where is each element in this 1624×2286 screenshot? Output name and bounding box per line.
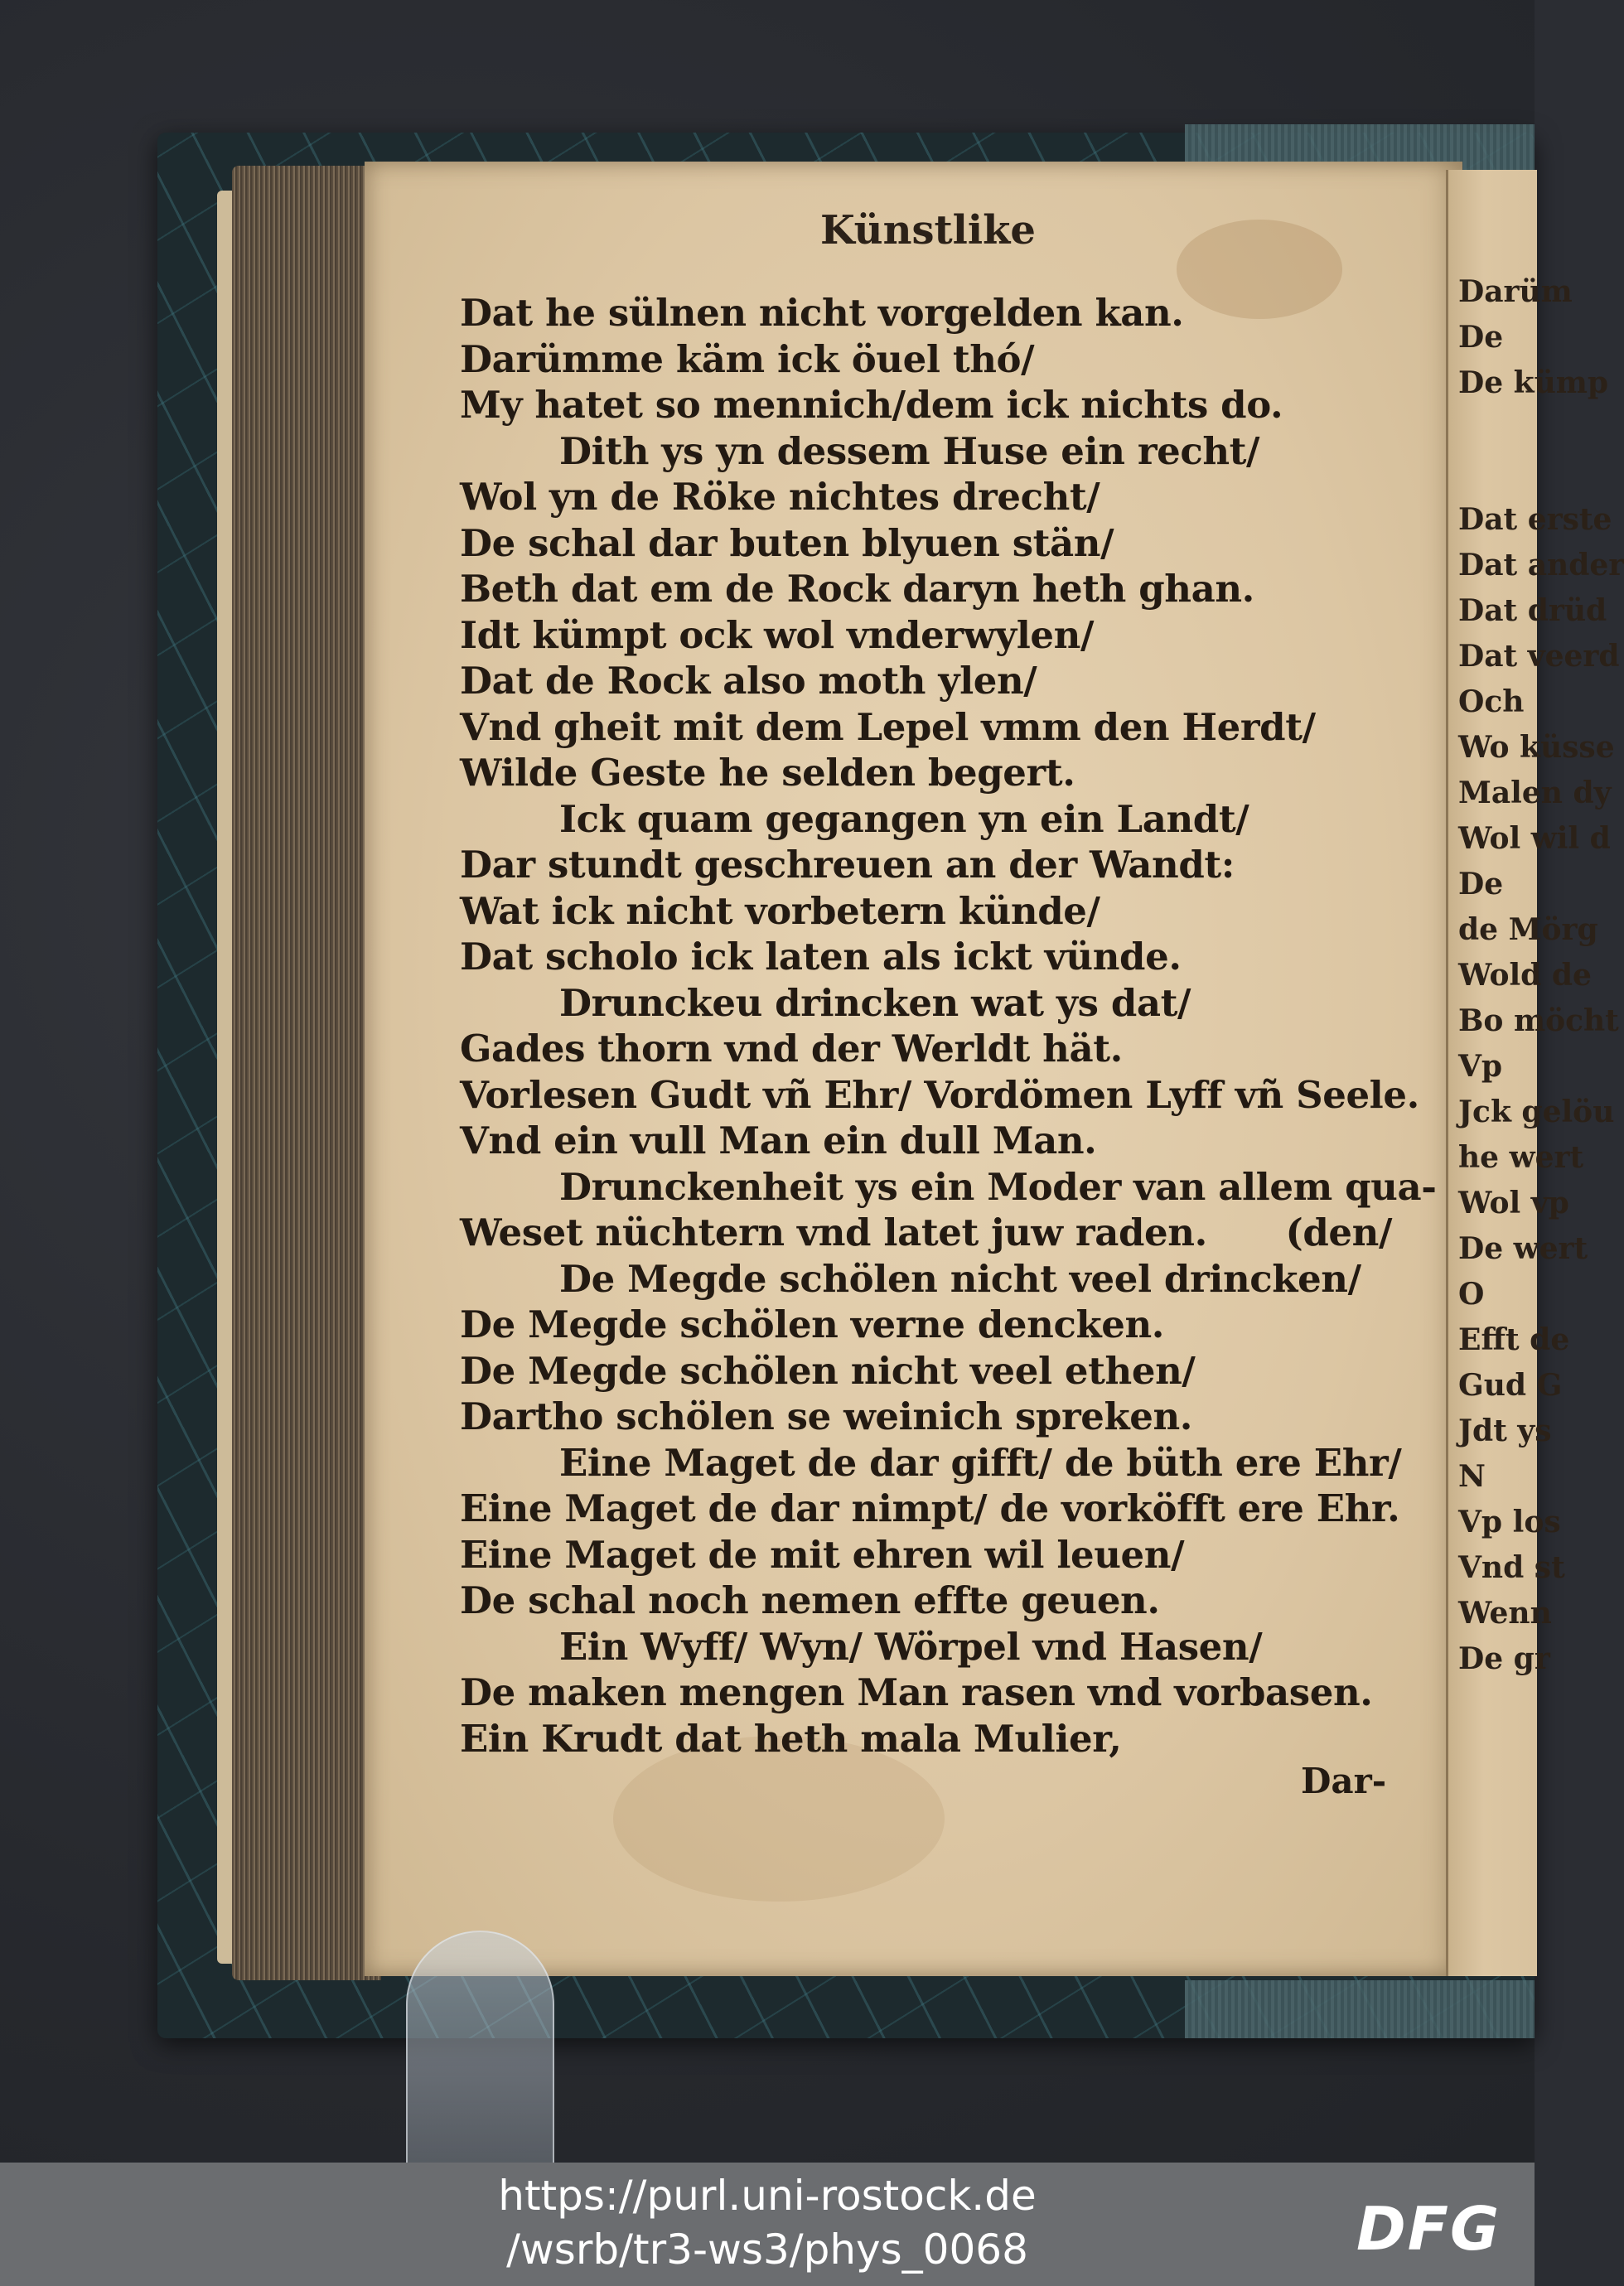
text-line	[460, 934, 1400, 980]
right-page-fragment: Wol wil d	[1458, 821, 1611, 856]
text-line	[460, 658, 1400, 704]
text-line-content: Weset nüchtern vnd latet juw raden.	[460, 1211, 1207, 1254]
page-edges-stack	[232, 166, 381, 1980]
text-line	[460, 1072, 1419, 1119]
text-line	[460, 980, 1400, 1027]
right-page-fragment	[1458, 406, 1558, 452]
text-line-content: Drunckenheit ys ein Moder van allem qua-	[559, 1164, 1437, 1209]
text-line-content: Idt kümpt ock wol vnderwylen/	[460, 612, 1095, 657]
text-line	[460, 520, 1400, 567]
text-line-content: De Megde schölen nicht veel drincken/	[559, 1256, 1361, 1301]
dfg-logo: DFG	[1356, 2194, 1501, 2264]
right-page-fragment: he wert	[1458, 1140, 1584, 1175]
spine-cloth-bottom	[1185, 1980, 1535, 2038]
page-text-block	[460, 290, 1437, 1762]
text-line-content: Eine Maget de dar gifft/ de büth ere Ehr/	[559, 1440, 1402, 1485]
right-page-fragment: Dat drüd	[1458, 593, 1607, 628]
text-line-content: My hatet so mennich/dem ick nichts do.	[460, 383, 1283, 427]
text-line-continuation: (den/	[1285, 1211, 1392, 1254]
text-line	[460, 1256, 1400, 1302]
text-line-content: Eine Maget de dar nimpt/ de vorköfft ere Ehr.	[460, 1486, 1400, 1530]
text-line-content: De maken mengen Man rasen vnd vorbasen.	[460, 1670, 1373, 1714]
text-line	[460, 1532, 1400, 1578]
text-line	[460, 290, 1400, 336]
right-page-fragment: Gud G	[1458, 1368, 1563, 1403]
text-line	[460, 1670, 1400, 1716]
text-line	[460, 888, 1400, 935]
text-line	[460, 1302, 1400, 1348]
right-page-fragment: Darüm	[1458, 274, 1573, 309]
text-line	[460, 428, 1400, 475]
right-page-fragment: N	[1458, 1459, 1486, 1494]
text-line-content: De Megde schölen verne dencken.	[460, 1302, 1165, 1346]
text-line-content: Wat ick nicht vorbetern künde/	[460, 888, 1100, 933]
right-page-fragment	[1458, 452, 1558, 497]
right-page-fragment: Dat veerd	[1458, 639, 1620, 674]
right-page-fragment: Vnd st	[1458, 1550, 1565, 1585]
text-line-content: Dat he sülnen nicht vorgelden kan.	[460, 291, 1184, 335]
text-line	[460, 612, 1400, 659]
right-page-fragment: De gr	[1458, 1641, 1550, 1676]
right-page-fragment: de Mörg	[1458, 912, 1598, 947]
text-line	[460, 1210, 1400, 1256]
footer-url-line1[interactable]: https://purl.uni-rostock.de	[498, 2172, 1037, 2220]
text-line	[460, 704, 1400, 751]
right-page-fragment: O	[1458, 1277, 1485, 1312]
text-line	[460, 1440, 1400, 1486]
right-page-fragment: Efft de	[1458, 1322, 1570, 1357]
text-line	[460, 1164, 1437, 1211]
right-page-fragment: Wo küsse	[1458, 730, 1615, 765]
right-page-fragment: De kümp	[1458, 365, 1609, 400]
text-line-content: Ein Krudt dat heth mala Mulier,	[460, 1716, 1122, 1761]
text-line	[460, 1348, 1400, 1394]
text-line	[460, 1394, 1400, 1440]
text-line-content: Beth dat em de Rock daryn heth ghan.	[460, 567, 1254, 611]
text-line	[460, 1118, 1400, 1164]
text-line	[460, 1716, 1400, 1762]
right-page-fragment: Wold de	[1458, 958, 1592, 993]
text-line-content: Vnd gheit mit dem Lepel vmm den Herdt/	[460, 704, 1316, 749]
right-page-fragment: Vp los	[1458, 1505, 1561, 1539]
text-line	[460, 1486, 1400, 1532]
text-line-content: Dat de Rock also moth ylen/	[460, 659, 1037, 703]
right-page-fragment: Wol vp	[1458, 1186, 1569, 1220]
text-line	[460, 750, 1400, 796]
right-page-text	[1458, 269, 1624, 1682]
right-page-fragment: Dat erste	[1458, 502, 1612, 537]
right-page-fragment: Malen dy	[1458, 776, 1612, 810]
text-line	[460, 842, 1400, 888]
text-line-content: Wilde Geste he selden begert.	[460, 751, 1075, 795]
text-line-content: De schal noch nemen effte geuen.	[460, 1578, 1160, 1622]
text-line	[460, 474, 1400, 520]
text-line-content: De schal dar buten blyuen stän/	[460, 520, 1114, 565]
text-line-content: Vorlesen Gudt vñ Ehr/ Vordömen Lyff vñ Seele.	[460, 1072, 1419, 1117]
text-line-content: Ein Wyff/ Wyn/ Wörpel vnd Hasen/	[559, 1624, 1263, 1669]
right-page-fragment: Jck gelöu	[1458, 1095, 1615, 1129]
text-line	[460, 382, 1400, 428]
text-line-content: Vnd ein vull Man ein dull Man.	[460, 1119, 1097, 1162]
right-page-fragment: Dat ander	[1458, 548, 1624, 582]
text-line-content: De Megde schölen nicht veel ethen/	[460, 1348, 1196, 1393]
text-line-content: Gades thorn vnd der Werldt hät.	[460, 1027, 1123, 1071]
right-page-fragment: De	[1458, 867, 1504, 901]
text-line	[460, 1624, 1400, 1670]
text-line	[460, 796, 1400, 843]
right-page-fragment: Vp	[1458, 1049, 1503, 1084]
right-page-fragment: Bo möcht	[1458, 1003, 1619, 1038]
page-header: Künstlike	[820, 207, 1036, 254]
text-line-content: Dar stundt geschreuen an der Wandt:	[460, 843, 1235, 887]
right-page-fragment: De	[1458, 320, 1504, 355]
text-line-content: Eine Maget de mit ehren wil leuen/	[460, 1532, 1185, 1577]
text-line	[460, 1026, 1400, 1072]
right-page-fragment: Jdt ys	[1458, 1414, 1552, 1448]
right-page-fragment: Och	[1458, 684, 1525, 719]
catchword: Dar-	[1301, 1761, 1387, 1801]
text-line-content: Dith ys yn dessem Huse ein recht/	[559, 428, 1260, 473]
text-line	[460, 1578, 1400, 1624]
right-page-fragment: De wert	[1458, 1231, 1588, 1266]
text-line-content: Wol yn de Röke nichtes drecht/	[460, 475, 1100, 519]
text-line-content: Ick quam gegangen yn ein Landt/	[559, 796, 1249, 841]
right-page-fragment: Wenn	[1458, 1596, 1552, 1631]
text-line-content: Dartho schölen se weinich spreken.	[460, 1394, 1193, 1438]
page-holder-clip	[406, 1931, 554, 2166]
text-line	[460, 336, 1400, 383]
text-line-content: Drunckeu drincken wat ys dat/	[559, 980, 1191, 1025]
text-line-content: Darümme käm ick öuel thó/	[460, 336, 1035, 381]
footer-url-line2[interactable]: /wsrb/tr3-ws3/phys_0068	[506, 2226, 1028, 2274]
right-page-edge	[1446, 170, 1624, 1976]
text-line	[460, 566, 1400, 612]
text-line-content: Dat scholo ick laten als ickt vünde.	[460, 935, 1182, 979]
